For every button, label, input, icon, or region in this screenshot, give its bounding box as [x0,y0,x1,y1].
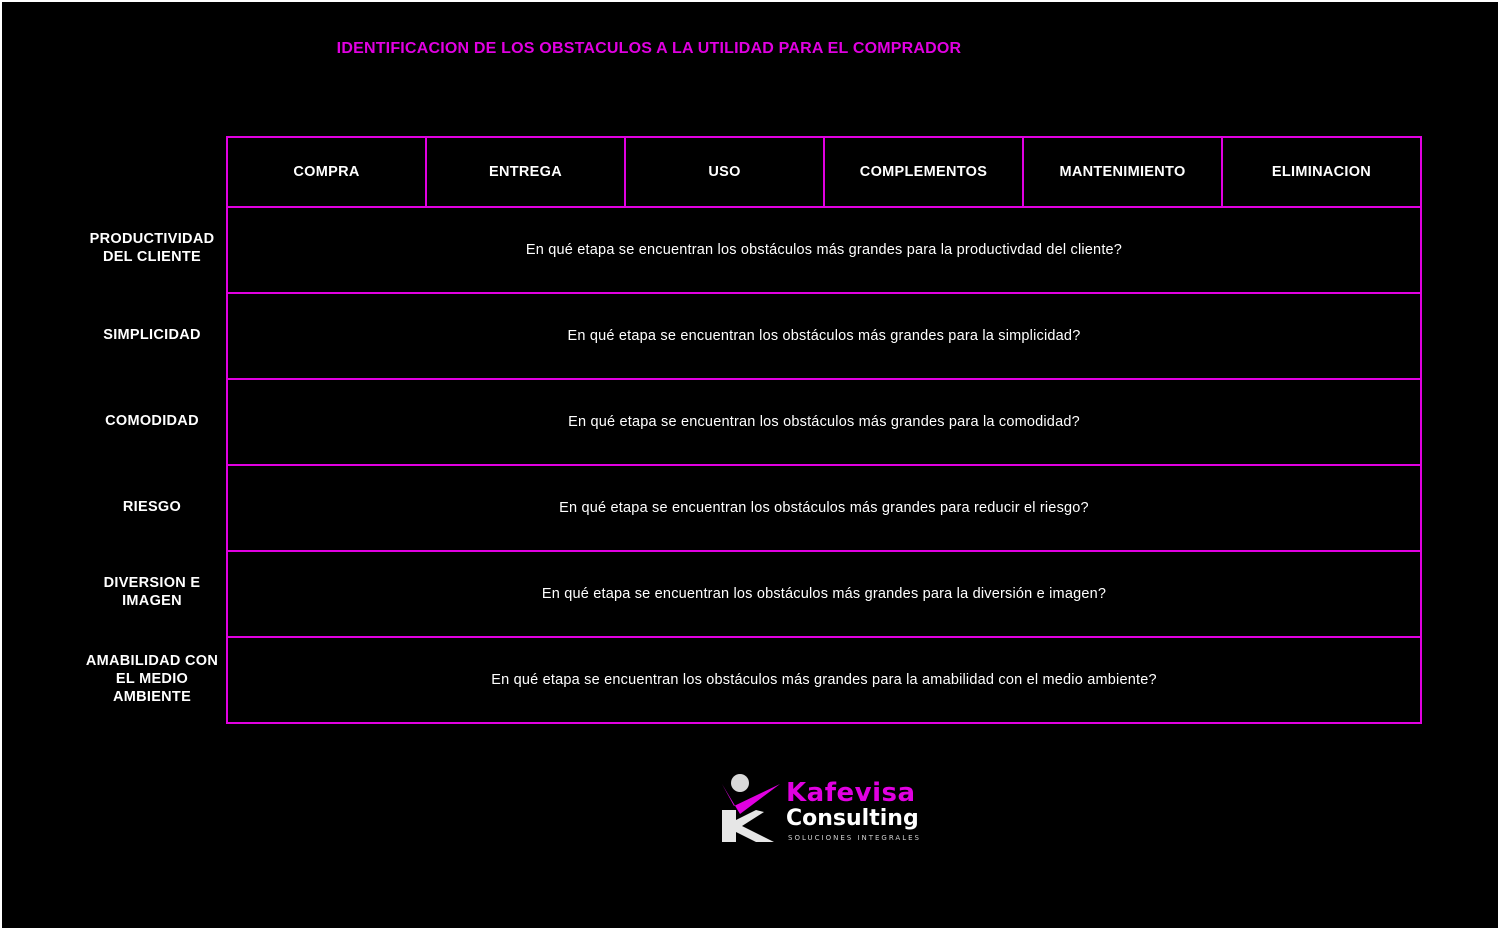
row-label-line1: PRODUCTIVIDAD [89,231,215,247]
row-label-line2: EL MEDIO AMBIENTE [112,671,192,705]
row-label-line1: SIMPLICIDAD [103,327,201,343]
table-row: En qué etapa se encuentran los obstáculos más grandes para reducir el riesgo? [228,466,1420,552]
table-row: En qué etapa se encuentran los obstáculos más grandes para la simplicidad? [228,294,1420,380]
column-header-mantenimiento: MANTENIMIENTO [1024,138,1223,206]
row-label-diversion [82,574,222,610]
slide-canvas [2,2,1498,928]
column-header-uso: USO [626,138,825,206]
row-label-riesgo [82,498,222,516]
table-row: En qué etapa se encuentran los obstáculos más grandes para la amabilidad con el medio ambiente? [491,672,1157,688]
obstacles-table [226,136,1422,724]
row-label-line1: RIESGO [122,499,182,515]
row-label-line2: DEL CLIENTE [102,249,202,265]
table-header-row [228,138,1420,208]
table-row: En qué etapa se encuentran los obstáculos más grandes para la productivdad del cliente? [228,208,1420,294]
brand-name: Kafevisa [786,778,916,808]
brand-subname: Consulting [786,806,919,831]
row-label-productividad [82,230,222,266]
row-label-comodidad [82,412,222,430]
table-row: En qué etapa se encuentran los obstáculos más grandes para la diversión e imagen? [228,552,1420,638]
kafevisa-k-icon [720,772,782,844]
accent-swoosh [722,784,780,814]
row-label-line1: COMODIDAD [105,413,199,429]
kafevisa-logo [720,772,930,848]
row-label-line1: AMABILIDAD CON [85,653,219,669]
table-row: En qué etapa se encuentran los obstáculos más grandes para la comodidad? [228,380,1420,466]
column-header-compra: COMPRA [228,138,427,206]
row-label-amabilidad [79,652,225,706]
page-title: IDENTIFICACION DE LOS OBSTACULOS A LA UTILIDAD PARA EL COMPRADOR [336,40,962,57]
column-header-complementos: COMPLEMENTOS [825,138,1024,206]
brand-tagline: SOLUCIONES INTEGRALES [788,834,921,842]
row-label-simplicidad [82,326,222,344]
row-label-line2: IMAGEN [122,593,182,609]
row-label-line1: DIVERSION E [103,575,201,591]
column-header-eliminacion: ELIMINACION [1271,164,1372,180]
column-header-entrega: ENTREGA [427,138,626,206]
